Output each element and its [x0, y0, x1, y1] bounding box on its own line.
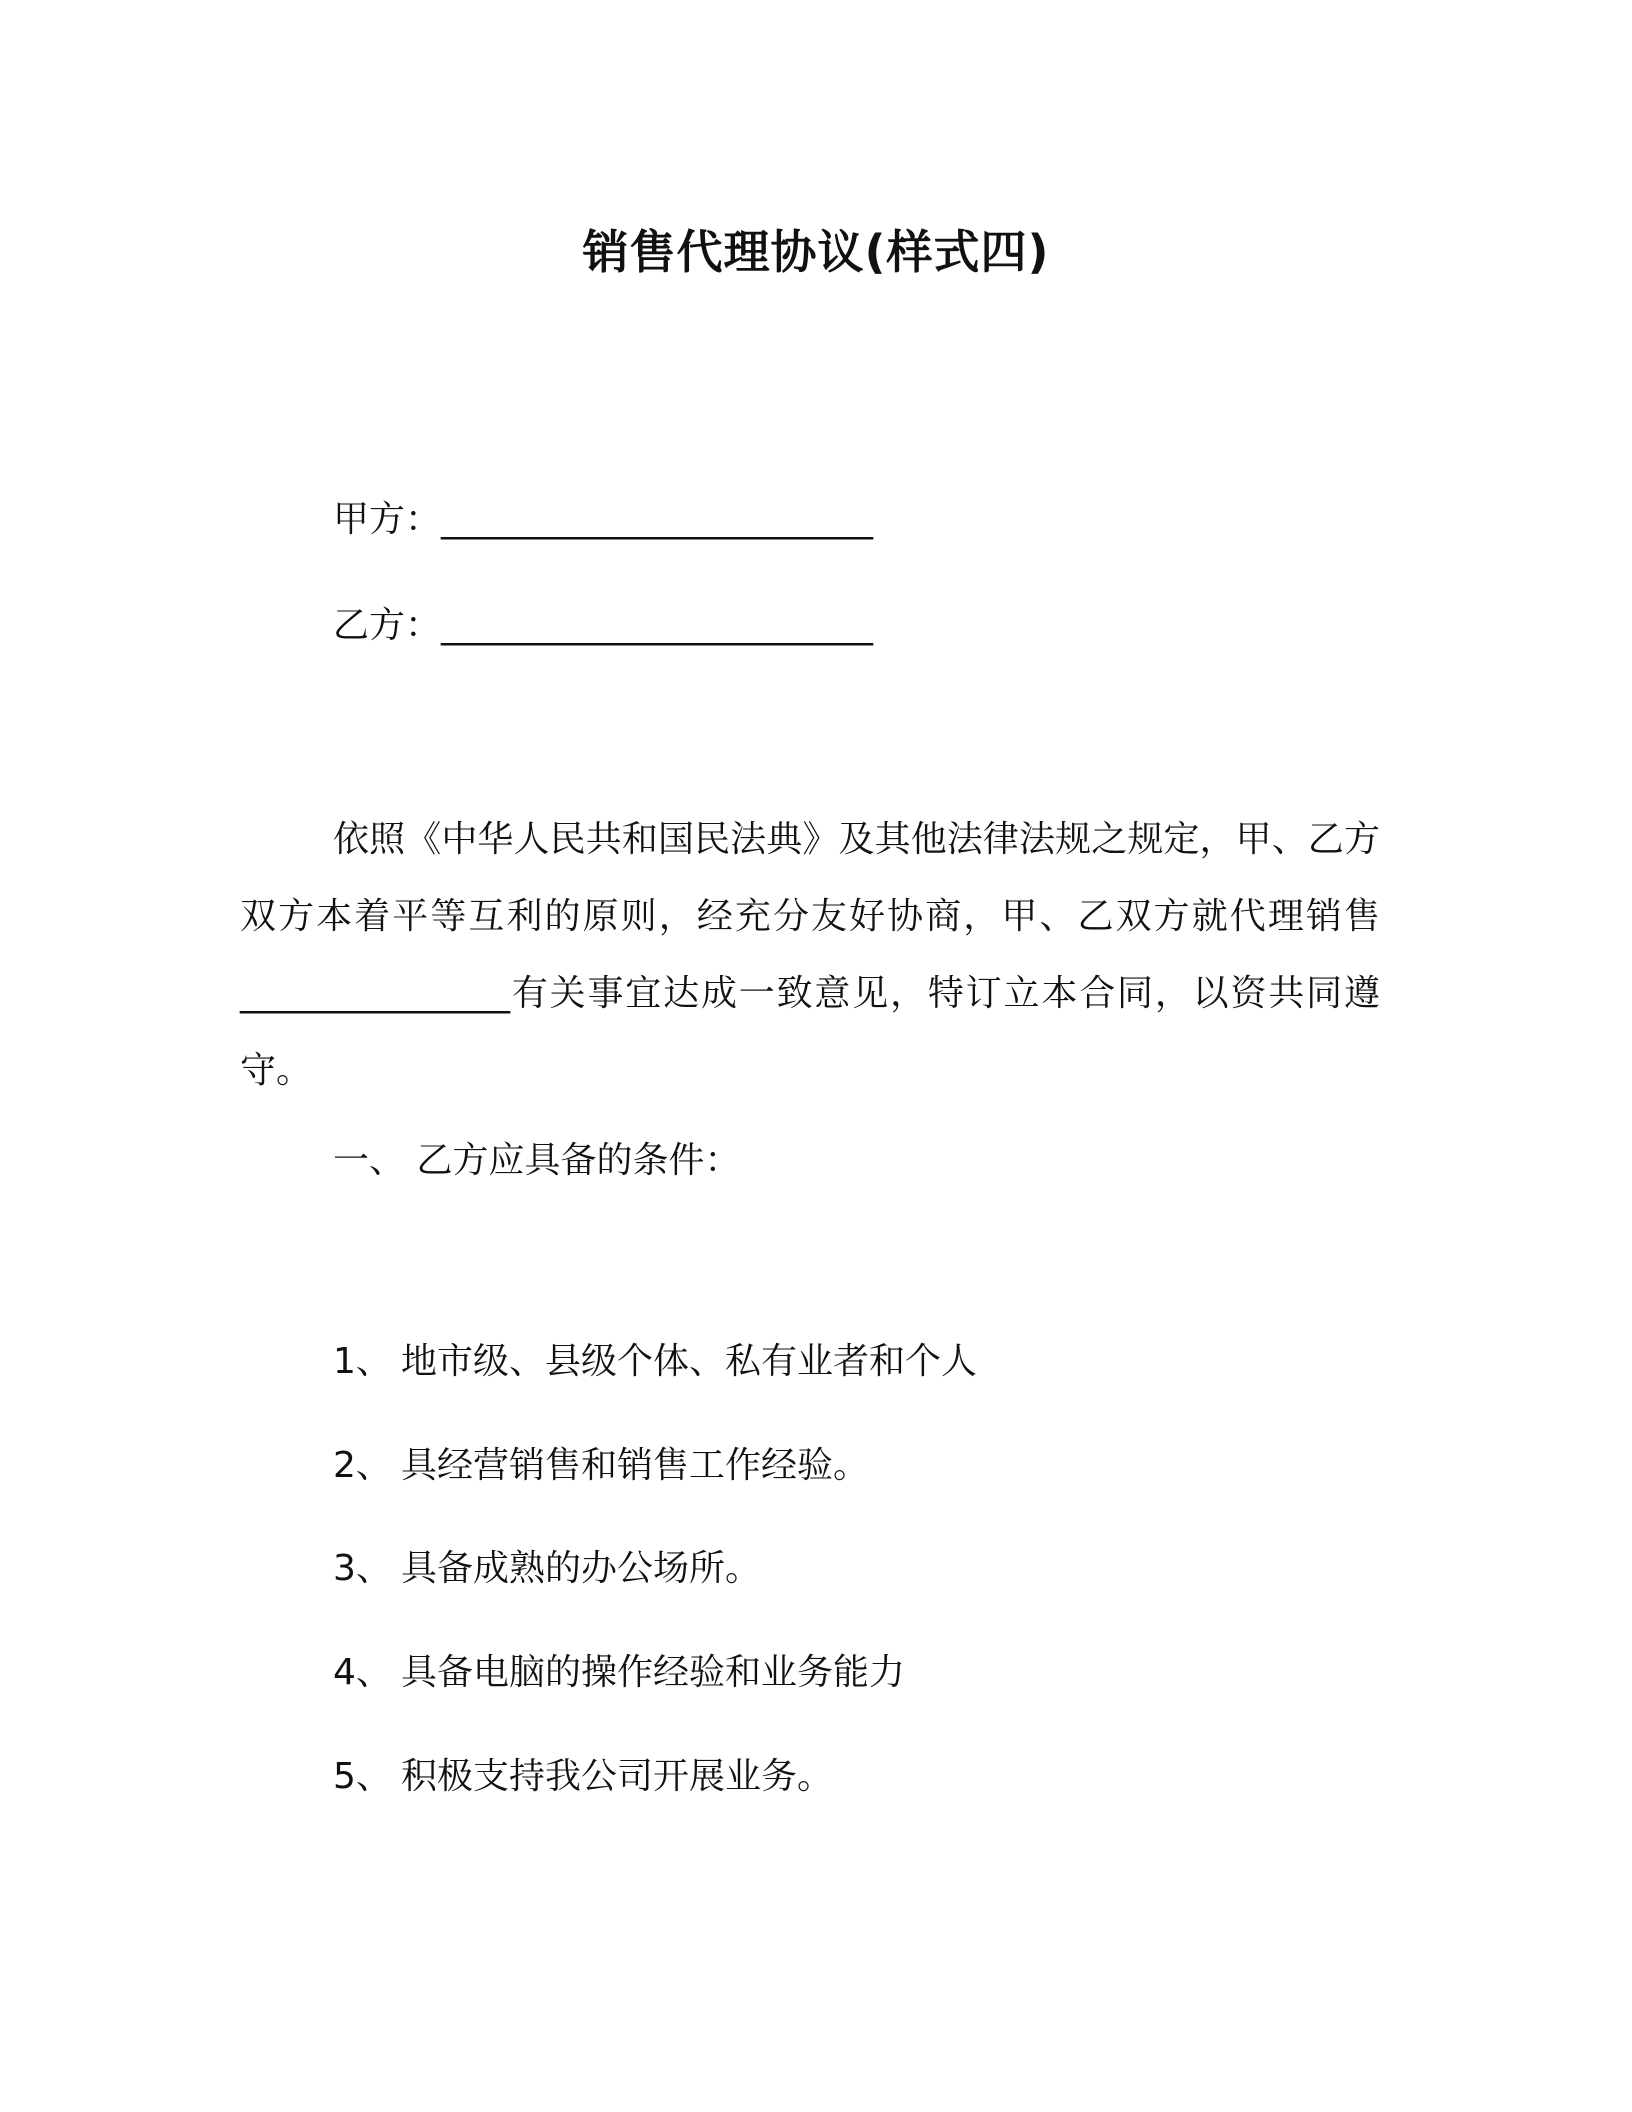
- preamble-paragraph: 依照《中华人民共和国民法典》及其他法律法规之规定，甲、乙方双方本着平等互利的原则，经充分友好协商，甲、乙双方就代理销售_______________有关事宜达成一致意见，特订立本合同，以资共同遵守。: [240, 819, 1380, 1091]
- condition-item: [333, 1441, 869, 1491]
- party-b-line: 乙方：________________________: [333, 605, 874, 646]
- condition-number: 5、: [333, 1756, 392, 1797]
- condition-item: [333, 1752, 833, 1802]
- condition-number: 1、: [333, 1341, 392, 1382]
- condition-text: 具备成熟的办公场所。: [401, 1548, 762, 1589]
- condition-text: 积极支持我公司开展业务。: [401, 1756, 834, 1797]
- condition-item: [333, 1544, 761, 1594]
- condition-number: 3、: [333, 1548, 392, 1589]
- condition-item: [333, 1648, 905, 1698]
- condition-item: [333, 1337, 977, 1387]
- condition-number: 2、: [333, 1445, 392, 1486]
- party-a-line: 甲方：________________________: [333, 499, 874, 540]
- document-title: 销售代理协议(样式四): [582, 225, 1050, 279]
- section-heading: 一、 乙方应具备的条件：: [333, 1140, 741, 1181]
- condition-number: 4、: [333, 1652, 392, 1693]
- condition-text: 具备电脑的操作经验和业务能力: [401, 1652, 906, 1693]
- condition-text: 具经营销售和销售工作经验。: [401, 1445, 870, 1486]
- condition-text: 地市级、县级个体、私有业者和个人: [401, 1341, 978, 1382]
